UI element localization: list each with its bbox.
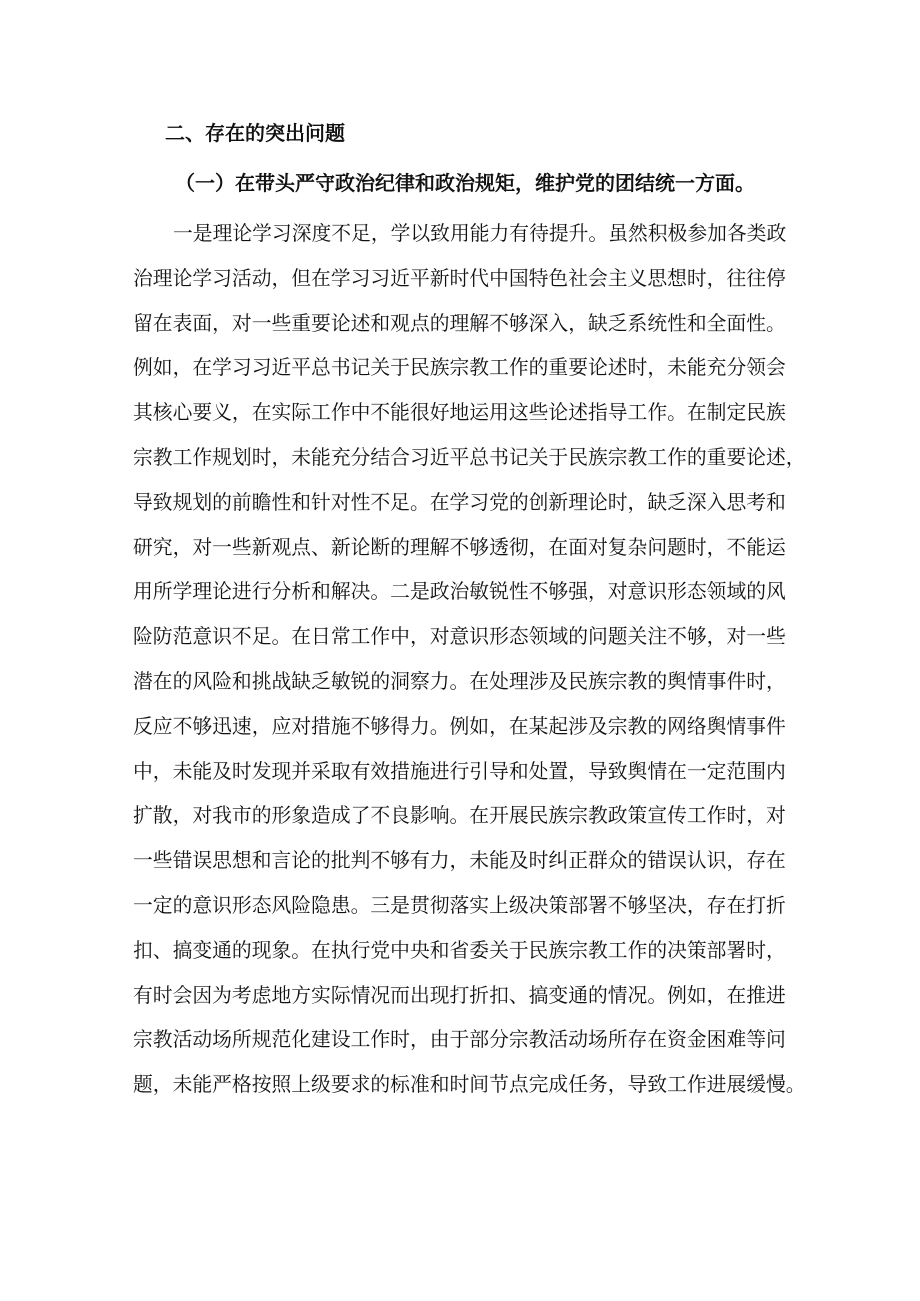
paragraph-line: 一定的意识形态风险隐患。三是贯彻落实上级决策部署不够坚决，存在打折: [133, 893, 786, 917]
paragraph-line: 反应不够迅速，应对措施不够得力。例如，在某起涉及宗教的网络舆情事件: [133, 714, 786, 738]
paragraph-line: 扩散，对我市的形象造成了不良影响。在开展民族宗教政策宣传工作时，对: [133, 804, 786, 828]
paragraph-line: 宗教活动场所规范化建设工作时，由于部分宗教活动场所存在资金困难等问: [133, 1028, 786, 1052]
paragraph-line: 研究，对一些新观点、新论断的理解不够透彻，在面对复杂问题时，不能运: [133, 535, 786, 559]
paragraph-line: 其核心要义，在实际工作中不能很好地运用这些论述指导工作。在制定民族: [133, 401, 786, 425]
paragraph-line: 导致规划的前瞻性和针对性不足。在学习党的创新理论时，缺乏深入思考和: [133, 490, 786, 514]
paragraph-line: 一些错误思想和言论的批判不够有力，未能及时纠正群众的错误认识，存在: [133, 849, 786, 873]
paragraph-line: 中，未能及时发现并采取有效措施进行引导和处置，导致舆情在一定范围内: [133, 759, 786, 783]
paragraph-line: 扣、搞变通的现象。在执行党中央和省委关于民族宗教工作的决策部署时，: [133, 938, 786, 962]
paragraph-line: 用所学理论进行分析和解决。二是政治敏锐性不够强，对意识形态领域的风: [133, 580, 786, 604]
body-paragraph: [133, 212, 806, 1108]
section-heading: 二、存在的突出问题: [165, 121, 345, 145]
paragraph-line: 险防范意识不足。在日常工作中，对意识形态领域的问题关注不够，对一些: [133, 625, 786, 649]
paragraph-line: 题，未能严格按照上级要求的标准和时间节点完成任务，导致工作进展缓慢。: [133, 1073, 806, 1097]
paragraph-line: 一是理论学习深度不足，学以致用能力有待提升。虽然积极参加各类政: [173, 222, 787, 245]
sub-heading: （一）在带头严守政治纪律和政治规矩，维护党的团结统一方面。: [175, 171, 755, 195]
paragraph-line: 治理论学习活动，但在学习习近平新时代中国特色社会主义思想时，往往停: [133, 266, 786, 290]
paragraph-line: 潜在的风险和挑战缺乏敏锐的洞察力。在处理涉及民族宗教的舆情事件时，: [133, 669, 786, 693]
paragraph-line: 有时会因为考虑地方实际情况而出现打折扣、搞变通的情况。例如，在推进: [133, 983, 786, 1007]
paragraph-line: 宗教工作规划时，未能充分结合习近平总书记关于民族宗教工作的重要论述，: [133, 445, 806, 469]
paragraph-line: 例如，在学习习近平总书记关于民族宗教工作的重要论述时，未能充分领会: [133, 356, 786, 380]
paragraph-line: 留在表面，对一些重要论述和观点的理解不够深入，缺乏系统性和全面性。: [133, 311, 786, 335]
